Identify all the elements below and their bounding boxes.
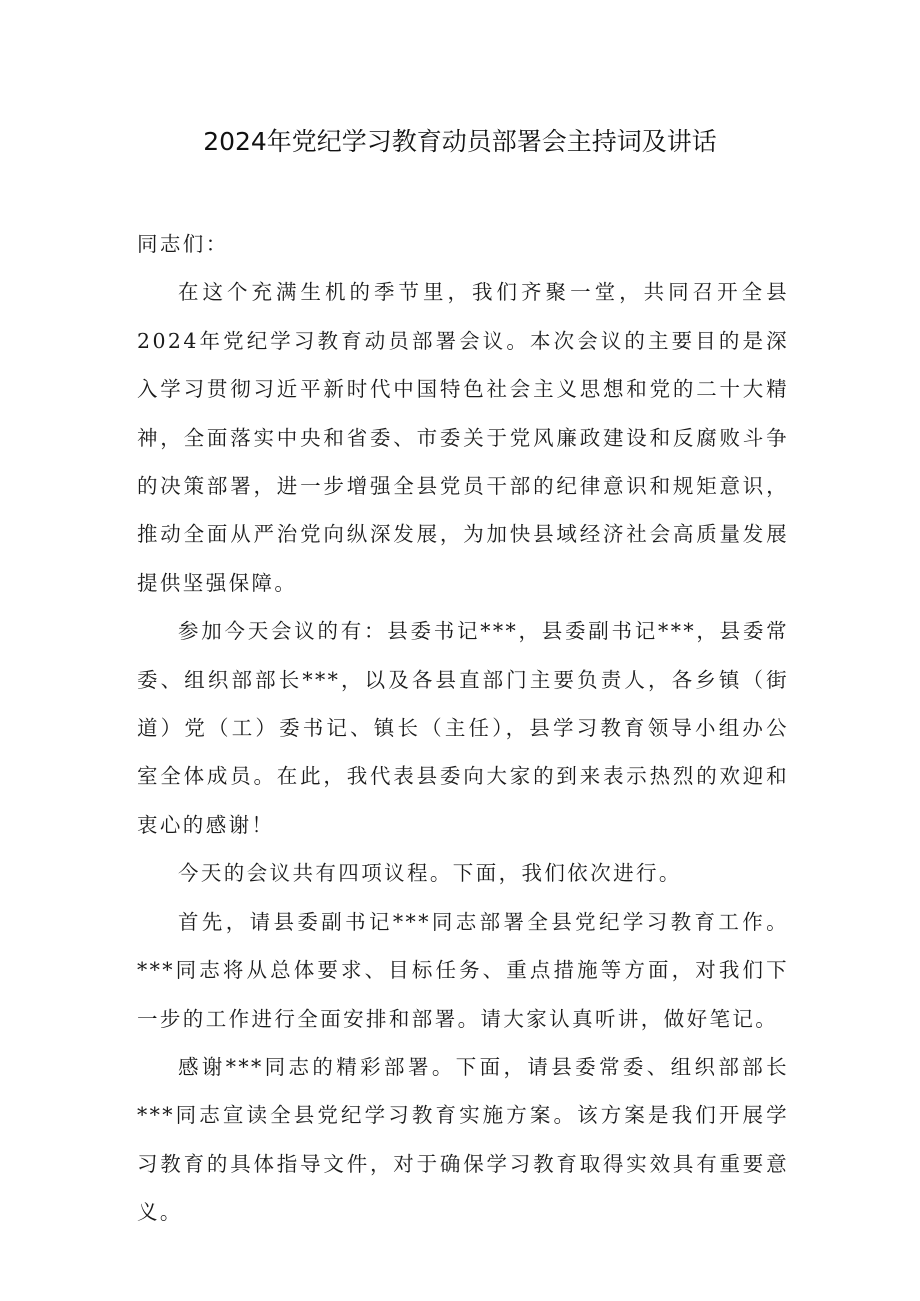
paragraph-first-item: 首先，请县委副书记***同志部署全县党纪学习教育工作。***同志将从总体要求、目标任务、重点措施等方面，对我们下一步的工作进行全面安排和部署。请大家认真听讲，做好笔记。 [137, 909, 789, 1031]
paragraph-opening: 在这个充满生机的季节里，我们齐聚一堂，共同召开全县2024年党纪学习教育动员部署会议。本次会议的主要目的是深入学习贯彻习近平新时代中国特色社会主义思想和党的二十大精神，全面落实中央和省委、市委关于党风廉政建设和反腐败斗争的决策部署，进一步增强全县党员干部的纪律意识和规矩意识，推动全面从严治党向纵深发展，为加快县域经济社会高质量发展提供坚强保障。 [137, 280, 789, 595]
paragraph-agenda: 今天的会议共有四项议程。下面，我们依次进行。 [178, 861, 682, 886]
paragraph-second-item: 感谢***同志的精彩部署。下面，请县委常委、组织部部长***同志宣读全县党纪学习教育实施方案。该方案是我们开展学习教育的具体指导文件，对于确保学习教育取得实效具有重要意义。 [137, 1054, 789, 1225]
document-body [137, 220, 789, 1237]
document-title: 2024年党纪学习教育动员部署会主持词及讲话 [203, 127, 717, 156]
salutation: 同志们： [137, 232, 229, 256]
paragraph-attendees: 参加今天会议的有：县委书记***，县委副书记***，县委常委、组织部部长***，以及各县直部门主要负责人，各乡镇（街道）党（工）委书记、镇长（主任），县学习教育领导小组办公室全体成员。在此，我代表县委向大家的到来表示热烈的欢迎和衷心的感谢！ [137, 619, 789, 837]
